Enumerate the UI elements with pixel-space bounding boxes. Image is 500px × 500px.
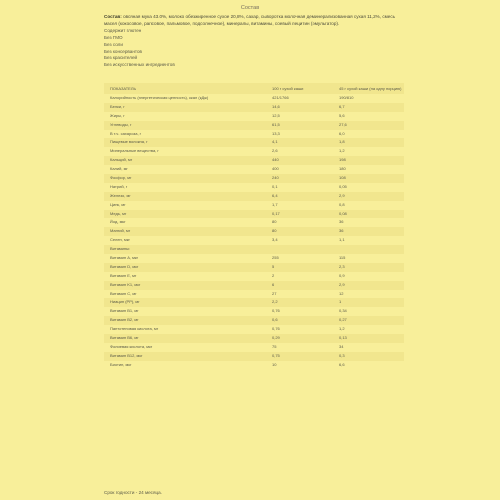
shelf-life-text: Срок годности - 24 месяца. [104,490,162,495]
per-100g-cell: 440 [272,157,279,163]
note-item: Без ГМО [104,34,123,40]
per-portion-cell: 6,0 [339,130,345,136]
column-header-100g: 100 г сухой каши [272,86,304,91]
table-row [104,316,404,325]
table-row [104,227,404,236]
indicator-cell: Витамин A, мкг [110,255,139,261]
per-portion-cell: 1,8 [339,139,345,145]
per-portion-cell: 12 [339,290,344,296]
per-100g-cell: 400 [272,166,279,172]
indicator-cell: Витамин K1, мкг [110,281,141,287]
indicator-cell: Витамин B12, мкг [110,352,143,358]
per-portion-cell: 0,05 [339,183,347,189]
per-100g-cell: 6,4 [272,192,278,198]
indicator-cell: Железо, мг [110,192,131,198]
per-portion-cell: 1,2 [339,326,345,332]
table-row [104,183,404,192]
indicator-cell: Ниацин (PP), мг [110,299,140,305]
per-100g-cell: 0,76 [272,308,280,314]
per-portion-cell: 115 [339,255,346,261]
table-row [104,218,404,227]
note-item: Содержит глютен [104,27,142,33]
per-portion-cell: 0,3 [339,352,345,358]
per-100g-cell: 2,2 [272,299,278,305]
table-row [104,245,404,254]
indicator-cell: Фолиевая кислота, мкг [110,343,153,349]
per-100g-cell: 1,7 [272,201,278,207]
per-100g-cell: 255 [272,255,279,261]
table-row [104,307,404,316]
per-portion-cell: 0,27 [339,317,347,323]
per-portion-cell: 0,34 [339,308,347,314]
per-portion-cell: 6,6 [339,361,345,367]
table-row [104,112,404,121]
table-row [104,281,404,290]
indicator-cell: Витамин D, мкг [110,263,139,269]
per-100g-cell: 75 [272,343,277,349]
table-row [104,94,404,103]
indicator-cell: Медь, мг [110,210,127,216]
per-100g-cell: 5 [272,263,275,269]
indicator-cell: Пантотеновая кислота, мг [110,326,159,332]
per-portion-cell: 0,9 [339,272,345,278]
per-100g-cell: 13,3 [272,130,280,136]
table-row [104,325,404,334]
per-portion-cell: 2,9 [339,192,345,198]
indicator-cell: Белки, г [110,103,125,109]
indicator-cell: Цинк, мг [110,201,126,207]
per-portion-cell: 36 [339,219,344,225]
table-row [104,192,404,201]
indicator-cell: Углеводы, г [110,121,132,127]
per-portion-cell: 0,08 [339,210,347,216]
per-portion-cell: 0,13 [339,335,347,341]
per-portion-cell: 190/810 [339,95,354,100]
indicator-cell: Витамины: [110,246,131,252]
per-portion-cell: 180 [339,166,346,172]
per-100g-cell: 14,6 [272,103,280,109]
nutrition-table [104,83,404,370]
per-portion-cell: 34 [339,343,344,349]
per-100g-cell: 0,6 [272,317,278,323]
table-row [104,272,404,281]
per-100g-cell: 0,75 [272,352,280,358]
per-100g-cell: 6 [272,281,275,287]
table-row [104,138,404,147]
note-item: Без красителей [104,55,138,61]
column-header-portion: 45 г сухой каши (на одну порцию) [339,86,402,91]
indicator-cell: Натрий, г [110,183,128,189]
per-100g-cell: 12,5 [272,112,280,118]
per-100g-cell: 421/1766 [272,95,289,100]
page-title: Состав [240,5,260,11]
per-100g-cell: 2 [272,272,275,278]
table-row [104,103,404,112]
per-portion-cell: 2,3 [339,263,345,269]
per-100g-cell: 0,17 [272,210,280,216]
indicator-cell: Витамин B2, мг [110,317,139,323]
per-portion-cell: 0,8 [339,201,345,207]
per-100g-cell: 0,76 [272,326,280,332]
indicator-cell: Витамин B1, мг [110,308,139,314]
per-100g-cell: 2,6 [272,148,278,154]
per-portion-cell: 6,7 [339,103,345,109]
table-row [104,165,404,174]
per-100g-cell: 4,1 [272,139,278,145]
indicator-cell: Жиры, г [110,112,125,118]
table-row [104,254,404,263]
per-100g-cell: 27 [272,290,277,296]
table-row [104,361,404,370]
table-row [104,352,404,361]
per-portion-cell: 1,2 [339,148,345,154]
table-row [104,290,404,299]
per-100g-cell: 240 [272,175,279,181]
table-row [104,343,404,352]
per-100g-cell: 61,5 [272,121,280,127]
indicator-cell: Пищевые волокна, г [110,139,148,145]
per-portion-cell: 1,1 [339,237,345,243]
per-100g-cell: 10 [272,361,277,367]
indicator-cell: Биотин, мкг [110,361,132,367]
indicator-cell: Йод, мкг [110,219,126,225]
note-item: Без искусственных ингредиентов [104,62,175,68]
per-portion-cell: 2,9 [339,281,345,287]
composition-label: Состав: [104,14,122,19]
table-row [104,236,404,245]
indicator-cell: Калорийность (энергетическая ценность), ккал (кДж) [110,95,209,100]
indicator-cell: Витамин C, мг [110,290,137,296]
table-row [104,174,404,183]
table-header-row [104,83,404,94]
per-100g-cell: 3,4 [272,237,278,243]
table-row [104,130,404,139]
per-100g-cell: 80 [272,219,277,225]
per-portion-cell: 198 [339,157,346,163]
table-row [104,156,404,165]
indicator-cell: Калий, мг [110,166,128,172]
indicator-cell: В т.ч. сахароза, г [110,130,142,136]
table-row [104,147,404,156]
table-row [104,298,404,307]
indicator-cell: Витамин E, мг [110,272,137,278]
note-item: Без консервантов [104,48,142,54]
indicator-cell: Селен, мкг [110,237,130,243]
table-row [104,334,404,343]
table-row [104,121,404,130]
composition-block [0,14,404,69]
per-100g-cell: 0,1 [272,183,278,189]
composition-text: овсяная мука 43.0%, молоко обезжиренное сухое 20,8%, сахар, сыворотка молочная деминерализованная сухая 11,2%, смесь масел (кокосовое, рапсовое, пальмовое, подсолнечное), минералы, витамины, соевый лецитин (эмульгатор). [104,14,396,26]
per-portion-cell: 1 [339,299,342,305]
per-portion-cell: 108 [339,175,346,181]
per-portion-cell: 27,6 [339,121,347,127]
per-100g-cell: 80 [272,228,277,234]
indicator-cell: Минеральные вещества, г [110,148,159,154]
note-item: Без соли [104,41,123,47]
indicator-cell: Магний, мг [110,228,131,234]
per-portion-cell: 5,6 [339,112,345,118]
per-100g-cell: 0,29 [272,335,280,341]
indicator-cell: Фосфор, мг [110,175,132,181]
table-row [104,210,404,219]
per-portion-cell: 36 [339,228,344,234]
indicator-cell: Кальций, мг [110,157,133,163]
table-row [104,263,404,272]
column-header-indicator: ПОКАЗАТЕЛЬ [110,86,137,91]
table-row [104,201,404,210]
indicator-cell: Витамин B6, мг [110,335,139,341]
